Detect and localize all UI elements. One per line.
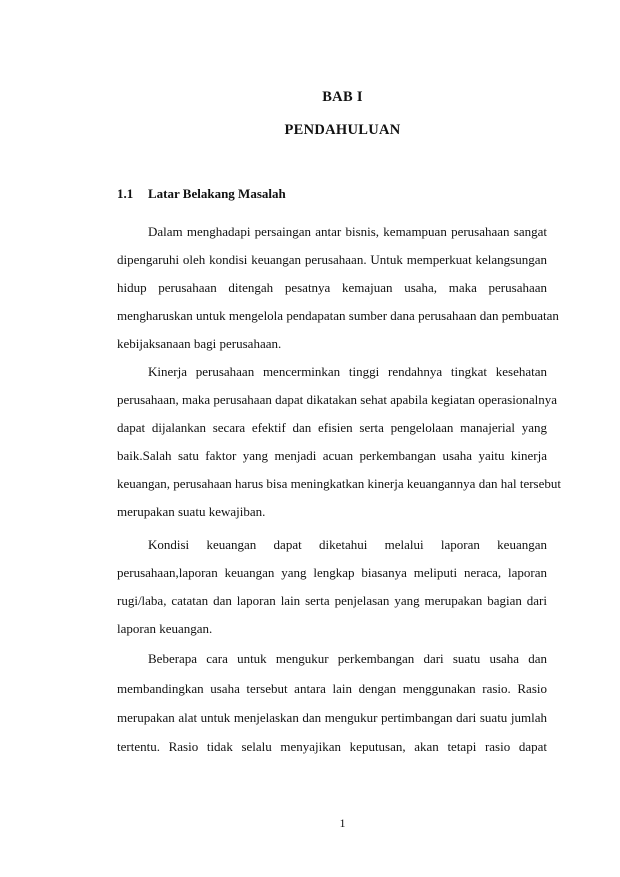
section-heading — [117, 186, 286, 202]
paragraph-2-line-6: merupakan suatu kewajiban. — [117, 504, 266, 519]
paragraph-1-line-4: mengharuskan untuk mengelola pendapatan sumber dana perusahaan dan pembuatan — [117, 308, 559, 323]
paragraph-4-line-4: tertentu. Rasio tidak selalu menyajikan keputusan, akan tetapi rasio dapat — [117, 739, 547, 754]
section-number: 1.1 — [117, 186, 134, 201]
section-title: Latar Belakang Masalah — [148, 186, 286, 201]
paragraph-3-line-1: Kondisi keuangan dapat diketahui melalui laporan keuangan — [148, 537, 547, 552]
paragraph-2-line-1: Kinerja perusahaan mencerminkan tinggi rendahnya tingkat kesehatan — [148, 364, 547, 379]
chapter-title: PENDAHULUAN — [284, 122, 401, 138]
paragraph-4-line-1: Beberapa cara untuk mengukur perkembangan dari suatu usaha dan — [148, 651, 547, 666]
paragraph-4-line-2: membandingkan usaha tersebut antara lain dengan menggunakan rasio. Rasio — [117, 681, 547, 696]
page-number: 1 — [339, 816, 346, 830]
paragraph-2-line-3: dapat dijalankan secara efektif dan efisien serta pengelolaan manajerial yang — [117, 420, 547, 435]
paragraph-1-line-1: Dalam menghadapi persaingan antar bisnis, kemampuan perusahaan sangat — [148, 224, 547, 239]
paragraph-1-line-3: hidup perusahaan ditengah pesatnya kemajuan usaha, maka perusahaan — [117, 280, 547, 295]
paragraph-2-line-4: baik.Salah satu faktor yang menjadi acuan perkembangan usaha yaitu kinerja — [117, 448, 547, 463]
paragraph-3-line-3: rugi/laba, catatan dan laporan lain serta penjelasan yang merupakan bagian dari — [117, 593, 547, 608]
paragraph-2-line-5: keuangan, perusahaan harus bisa meningkatkan kinerja keuangannya dan hal tersebut — [117, 476, 561, 491]
paragraph-1-line-5: kebijaksanaan bagi perusahaan. — [117, 336, 282, 351]
paragraph-1-line-2: dipengaruhi oleh kondisi keuangan perusahaan. Untuk memperkuat kelangsungan — [117, 252, 547, 267]
paragraph-2-line-2: perusahaan, maka perusahaan dapat dikatakan sehat apabila kegiatan operasionalnya — [117, 392, 557, 407]
paragraph-4-line-3: merupakan alat untuk menjelaskan dan mengukur pertimbangan dari suatu jumlah — [117, 710, 547, 725]
paragraph-3-line-2: perusahaan,laporan keuangan yang lengkap biasanya meliputi neraca, laporan — [117, 565, 547, 580]
chapter-number: BAB I — [322, 89, 363, 105]
paragraph-3-line-4: laporan keuangan. — [117, 621, 213, 636]
